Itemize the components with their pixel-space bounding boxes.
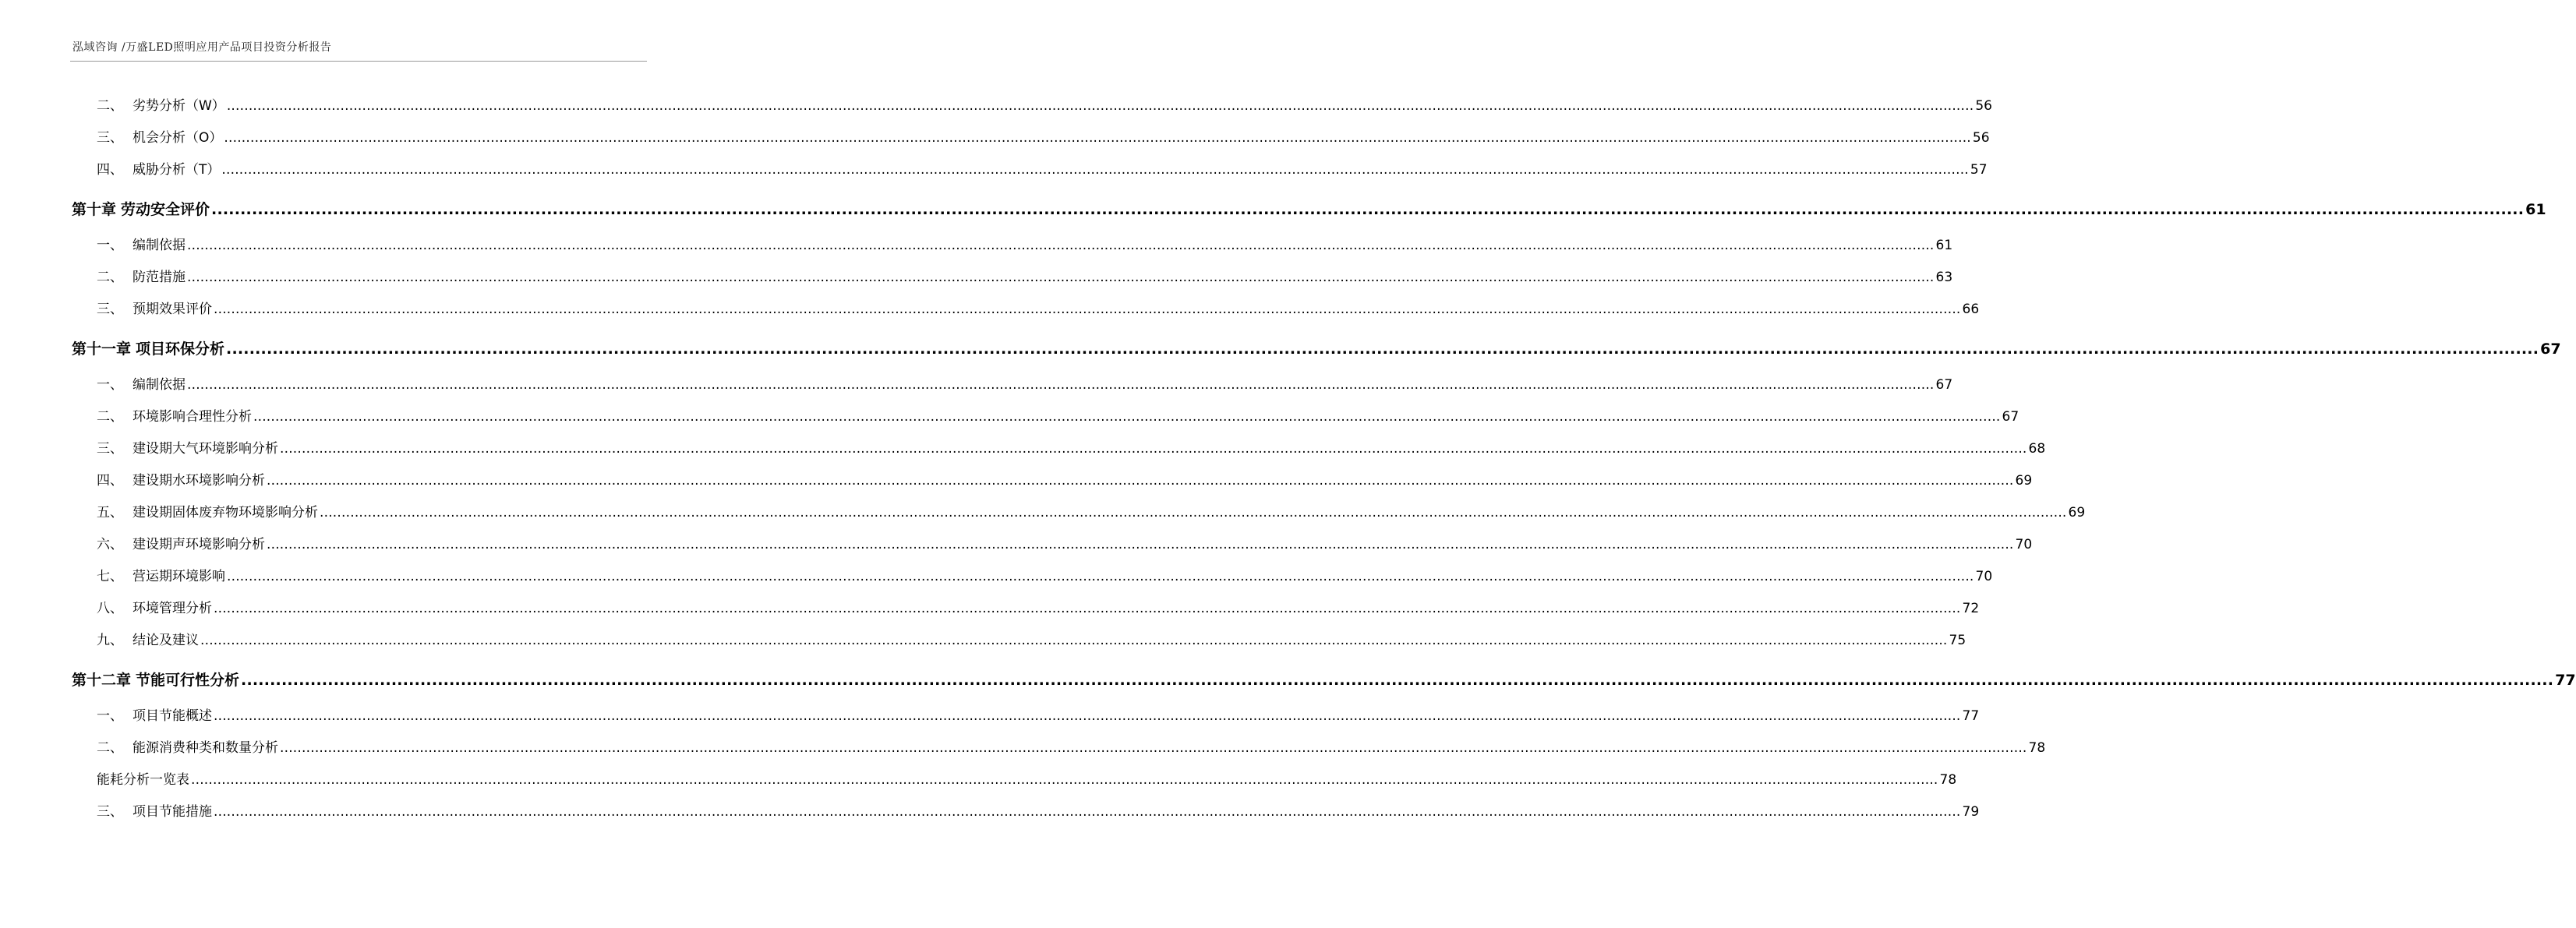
dot-leader: ................................................................................................................................................................................................................................................................................................................................................................................................................ (214, 804, 1961, 820)
toc-entry-page-number: 56 (1972, 130, 1990, 146)
toc-section-entry[interactable] (72, 593, 1980, 625)
toc-entry-page-number: 67 (1935, 377, 1953, 393)
toc-section-entry[interactable] (72, 154, 1988, 186)
toc-entry-label (97, 764, 189, 796)
toc-entry-number: 四、 (97, 162, 123, 178)
toc-section-entry[interactable] (72, 796, 1980, 828)
dot-leader: ................................................................................................................................................................................................................................................................................................................................................................................................................ (214, 302, 1961, 317)
dot-leader: ................................................................................................................................................................................................................................................................................................................................................................................................................ (187, 377, 1935, 393)
toc-entry-number: 三、 (97, 130, 123, 146)
dot-leader: ................................................................................................................................................................................................................................................................................................................................................................................................................ (253, 409, 2001, 425)
toc-entry-page-number: 69 (2015, 473, 2033, 489)
toc-entry-number: 二、 (97, 98, 123, 114)
toc-entry-page-number: 77 (2555, 672, 2576, 689)
toc-entry-label (97, 262, 186, 294)
toc-entry-title: 建设期固体废弃物环境影响分析 (133, 505, 318, 520)
toc-entry-number: 一、 (97, 377, 123, 393)
toc-entry-title: 劳动安全评价 (121, 201, 210, 218)
toc-section-entry[interactable] (72, 465, 2033, 497)
toc-entry-title: 能耗分析一览表 (97, 772, 189, 788)
toc-entry-label (97, 593, 212, 625)
toc-entry-page-number: 75 (1949, 633, 1966, 648)
toc-entry-title: 能源消费种类和数量分析 (133, 740, 278, 756)
toc-entry-number: 一、 (97, 708, 123, 724)
toc-entry-label (72, 661, 239, 700)
toc-entry-page-number: 79 (1962, 804, 1980, 820)
toc-entry-title: 编制依据 (133, 238, 186, 253)
toc-section-entry[interactable] (72, 401, 2019, 433)
toc-entry-label (97, 230, 186, 262)
toc-entry-title: 结论及建议 (133, 633, 199, 648)
toc-entry-title: 项目环保分析 (136, 341, 225, 358)
toc-entry-number: 三、 (97, 302, 123, 317)
toc-entry-title: 环境管理分析 (133, 601, 212, 616)
toc-entry-label (97, 465, 265, 497)
dot-leader: ................................................................................................................................................................................................................................................................................................................................................................................................................ (191, 772, 1938, 788)
toc-entry-title: 威胁分析（T） (133, 162, 221, 178)
toc-entry-label (97, 625, 199, 657)
toc-entry-label (97, 796, 212, 828)
toc-entry-page-number: 68 (2028, 441, 2046, 457)
dot-leader: ................................................................................................................................................................................................................................................................................................................................................................................................................ (200, 633, 1948, 648)
toc-section-entry[interactable] (72, 294, 1980, 326)
toc-entry-title: 建设期声环境影响分析 (133, 537, 265, 552)
toc-entry-label (97, 561, 225, 593)
toc-entry-page-number: 57 (1970, 162, 1988, 178)
dot-leader: ................................................................................................................................................................................................................................................................................................................................................................................................................ (226, 341, 2539, 358)
page-header: 泓域咨询 /万盛LED照明应用产品项目投资分析报告 (72, 41, 332, 54)
dot-leader: ................................................................................................................................................................................................................................................................................................................................................................................................................ (280, 740, 2027, 756)
toc-entry-title: 营运期环境影响 (133, 569, 225, 584)
toc-entry-page-number: 61 (2525, 201, 2546, 218)
toc-section-entry[interactable] (72, 122, 1990, 154)
toc-entry-page-number: 78 (1939, 772, 1957, 788)
toc-entry-page-number: 67 (2540, 341, 2561, 358)
toc-entry-title: 编制依据 (133, 377, 186, 393)
toc-entry-title: 节能可行性分析 (136, 672, 240, 689)
dot-leader: ................................................................................................................................................................................................................................................................................................................................................................................................................ (226, 98, 1974, 114)
toc-entry-title: 环境影响合理性分析 (133, 409, 252, 425)
dot-leader: ................................................................................................................................................................................................................................................................................................................................................................................................................ (320, 505, 2067, 520)
toc-entry-title: 项目节能措施 (133, 804, 212, 820)
toc-entry-page-number: 77 (1962, 708, 1980, 724)
toc-entry-number: 四、 (97, 473, 123, 489)
toc-section-entry[interactable] (72, 700, 1980, 732)
toc-entry-page-number: 70 (1975, 569, 1993, 584)
toc-entry-number: 九、 (97, 633, 123, 648)
toc-entry-page-number: 66 (1962, 302, 1980, 317)
toc-entry-number: 二、 (97, 270, 123, 285)
toc-section-entry[interactable] (72, 262, 1953, 294)
toc-entry-label (97, 732, 278, 764)
toc-entry-title: 预期效果评价 (133, 302, 212, 317)
toc-section-entry[interactable] (72, 561, 1993, 593)
dot-leader: ................................................................................................................................................................................................................................................................................................................................................................................................................ (280, 441, 2027, 457)
toc-entry-page-number: 67 (2002, 409, 2019, 425)
toc-entry-number: 二、 (97, 409, 123, 425)
table-of-contents (72, 90, 2576, 828)
toc-section-entry[interactable] (72, 497, 2086, 529)
toc-entry-page-number: 63 (1935, 270, 1953, 285)
dot-leader: ................................................................................................................................................................................................................................................................................................................................................................................................................ (187, 238, 1935, 253)
toc-entry-label (97, 154, 220, 186)
dot-leader: ................................................................................................................................................................................................................................................................................................................................................................................................................ (221, 162, 1969, 178)
toc-entry-number: 三、 (97, 441, 123, 457)
toc-entry-page-number: 56 (1975, 98, 1992, 114)
dot-leader: ................................................................................................................................................................................................................................................................................................................................................................................................................ (241, 672, 2554, 689)
dot-leader: ................................................................................................................................................................................................................................................................................................................................................................................................................ (214, 601, 1961, 616)
toc-entry-number: 七、 (97, 569, 123, 584)
toc-entry-number: 第十二章 (72, 672, 132, 689)
toc-section-entry[interactable] (72, 230, 1953, 262)
toc-entry-label (97, 369, 186, 401)
toc-section-entry[interactable] (72, 90, 1992, 122)
toc-section-entry[interactable] (72, 764, 1957, 796)
toc-entry-number: 六、 (97, 537, 123, 552)
toc-entry-number: 八、 (97, 601, 123, 616)
toc-entry-number: 三、 (97, 804, 123, 820)
dot-leader: ................................................................................................................................................................................................................................................................................................................................................................................................................ (267, 473, 2014, 489)
toc-entry-number: 第十一章 (72, 341, 132, 358)
toc-entry-label (97, 433, 278, 465)
header-rule (70, 61, 647, 62)
toc-section-entry[interactable] (72, 625, 1966, 657)
toc-entry-label (97, 700, 212, 732)
dot-leader: ................................................................................................................................................................................................................................................................................................................................................................................................................ (227, 569, 1974, 584)
toc-section-entry[interactable] (72, 732, 2046, 764)
toc-entry-label (97, 529, 265, 561)
toc-entry-number: 第十章 (72, 201, 117, 218)
toc-entry-label (97, 122, 222, 154)
toc-entry-number: 二、 (97, 740, 123, 756)
toc-chapter-entry[interactable] (72, 190, 2546, 230)
toc-entry-title: 项目节能概述 (133, 708, 212, 724)
toc-chapter-entry[interactable] (72, 661, 2576, 700)
toc-entry-label (97, 497, 318, 529)
toc-entry-page-number: 78 (2028, 740, 2046, 756)
toc-entry-title: 防范措施 (133, 270, 186, 285)
dot-leader: ................................................................................................................................................................................................................................................................................................................................................................................................................ (187, 270, 1935, 285)
toc-entry-label (72, 330, 224, 369)
toc-section-entry[interactable] (72, 369, 1953, 401)
toc-entry-title: 劣势分析（W） (133, 98, 225, 114)
dot-leader: ................................................................................................................................................................................................................................................................................................................................................................................................................ (224, 130, 1971, 146)
toc-section-entry[interactable] (72, 529, 2033, 561)
toc-entry-page-number: 72 (1962, 601, 1980, 616)
dot-leader: ................................................................................................................................................................................................................................................................................................................................................................................................................ (214, 708, 1961, 724)
toc-section-entry[interactable] (72, 433, 2046, 465)
toc-entry-page-number: 70 (2015, 537, 2033, 552)
toc-chapter-entry[interactable] (72, 330, 2561, 369)
toc-entry-label (97, 401, 252, 433)
dot-leader: ................................................................................................................................................................................................................................................................................................................................................................................................................ (211, 201, 2525, 218)
toc-entry-title: 机会分析（O） (133, 130, 223, 146)
toc-entry-number: 五、 (97, 505, 123, 520)
toc-entry-label (72, 190, 210, 230)
toc-entry-title: 建设期水环境影响分析 (133, 473, 265, 489)
toc-entry-label (97, 294, 212, 326)
dot-leader: ................................................................................................................................................................................................................................................................................................................................................................................................................ (267, 537, 2014, 552)
toc-entry-page-number: 61 (1935, 238, 1953, 253)
toc-entry-label (97, 90, 225, 122)
toc-entry-page-number: 69 (2068, 505, 2086, 520)
toc-entry-title: 建设期大气环境影响分析 (133, 441, 278, 457)
toc-entry-number: 一、 (97, 238, 123, 253)
